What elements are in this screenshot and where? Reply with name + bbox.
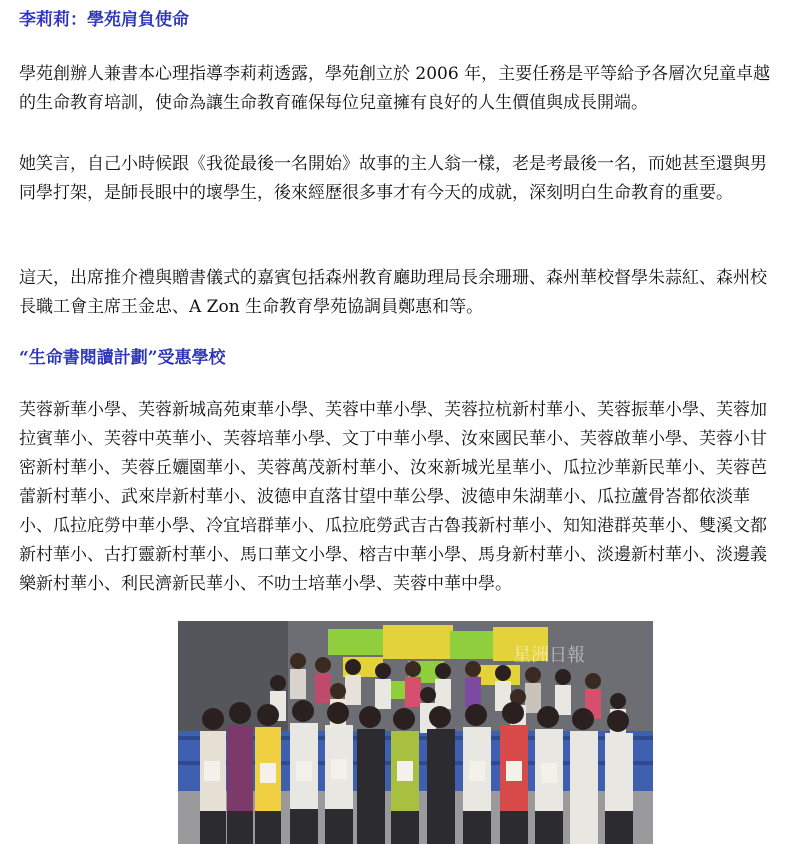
section-heading-schools: “生命書閱讀計劃”受惠學校	[19, 348, 226, 368]
paragraph-childhood: 她笑言，自己小時候跟《我從最後一名開始》故事的主人翁一樣，老是考最後一名，而她甚至還與男同學打架，是師長眼中的壞學生，後來經歷很多事才有今天的成就，深刻明白生命教育的重要。	[19, 154, 767, 203]
schools-list: 芙蓉新華小學、芙蓉新城高苑東華小學、芙蓉中華小學、芙蓉拉杭新村華小、芙蓉振華小學、芙蓉加拉賓華小、芙蓉中英華小、芙蓉培華小學、文丁中華小學、汝來國民華小、芙蓉啟華小學、芙蓉小甘密新村華小、芙蓉丘孋園華小、芙蓉萬茂新村華小、汝來新城光星華小、瓜拉沙華新民華小、芙蓉芭蕾新村華小、武來岸新村華小、波德申直落甘望中華公學、波德申朱湖華小、瓜拉蘆骨峇都依淡華小、瓜拉庇勞中華小學、冷宜培群華小、瓜拉庇勞武吉古魯莪新村華小、知知港群英華小、雙溪文都新村華小、古打靈新村華小、馬口華文小學、榕吉中華小學、馬身新村華小、淡邊新村華小、淡邊義樂新村華小、利民濟新民華小、不叻士培華小學、芙蓉中華中學。	[19, 400, 767, 594]
photo-watermark: 星洲日報	[513, 645, 585, 666]
paragraph-guests: 這天，出席推介禮與贈書儀式的嘉賓包括森州教育廳助理局長余珊珊、森州華校督學朱蒜紅、森州校長職工會主席王金忠、A Zon 生命教育學苑協調員鄭惠和等。	[19, 268, 767, 317]
group-photo-illustration	[178, 621, 653, 844]
paragraph-founding: 學苑創辦人兼書本心理指導李莉莉透露，學苑創立於 2006 年，主要任務是平等給予各層次兒童卓越的生命教育培訓，使命為讓生命教育確保每位兒童擁有良好的人生價值與成長開端。	[19, 64, 771, 113]
section-heading-mission: 李莉莉：學苑肩負使命	[19, 10, 189, 30]
group-photo	[178, 621, 653, 844]
